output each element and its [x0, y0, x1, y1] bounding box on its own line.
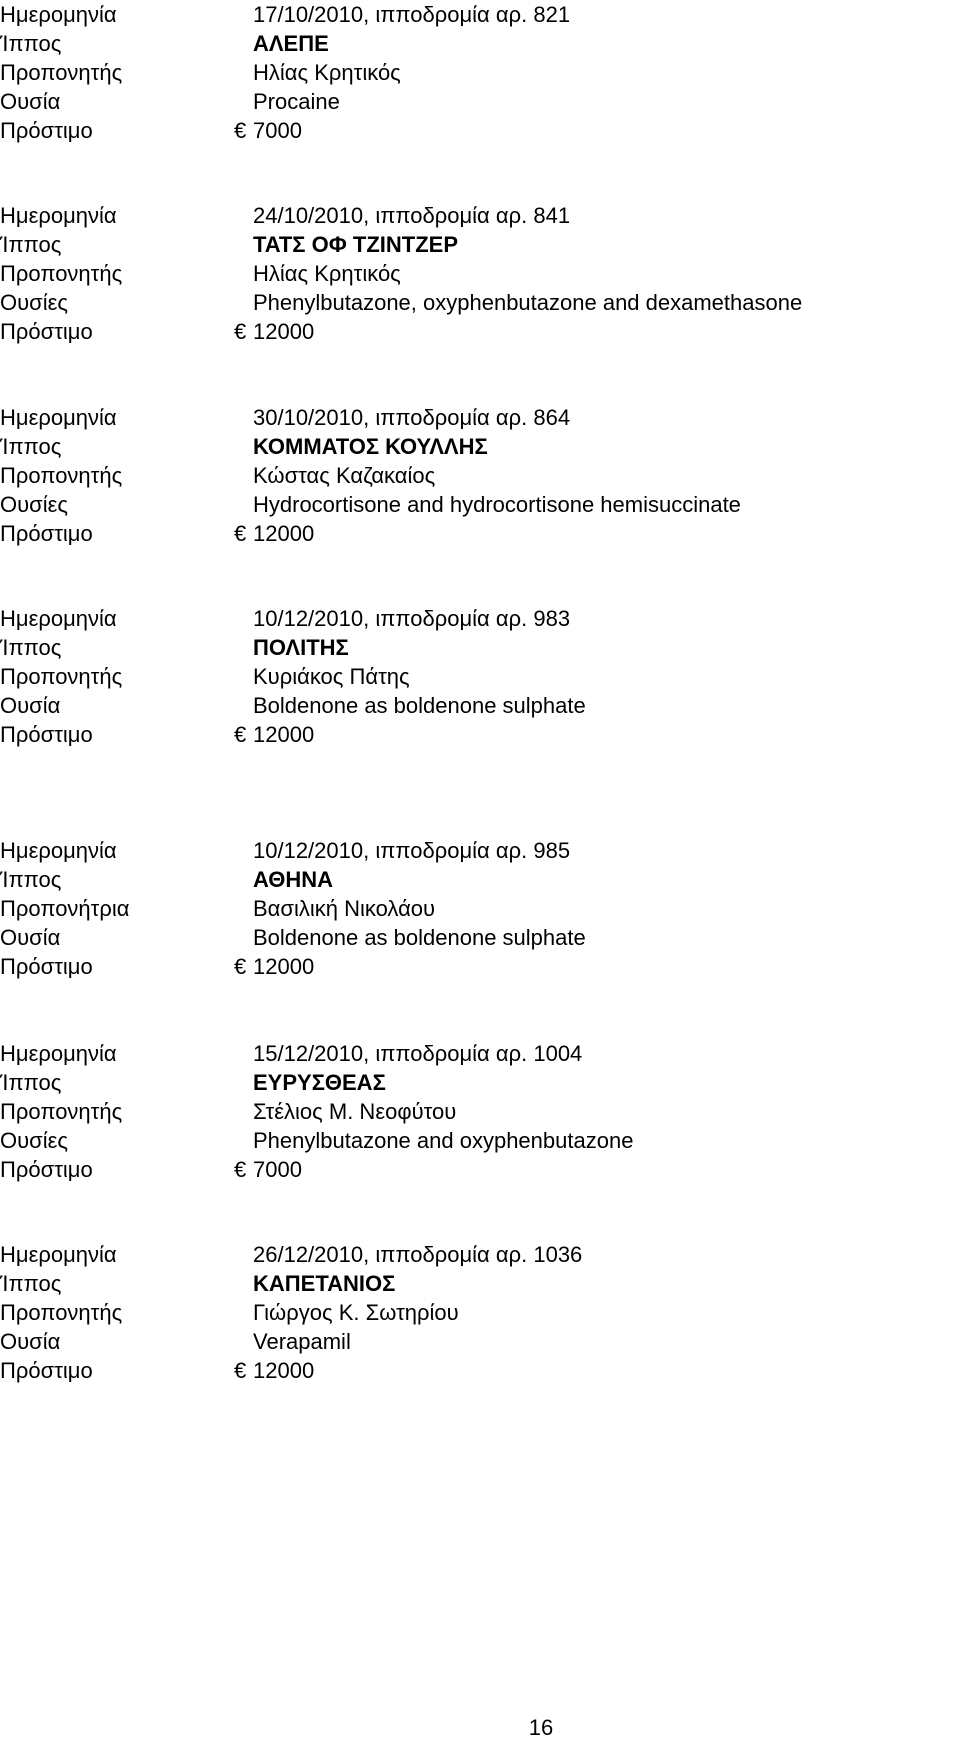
- fine-amount: [234, 1356, 314, 1385]
- date-value: 26/12/2010, ιπποδρομία αρ. 1036: [253, 1242, 583, 1267]
- date-row: [0, 836, 960, 865]
- fine-value: 7000: [253, 118, 302, 143]
- date-value: 10/12/2010, ιπποδρομία αρ. 983: [253, 606, 571, 631]
- date-label: Ημερομηνία: [0, 1041, 117, 1066]
- horse-label: Ίππος: [0, 1070, 62, 1095]
- horse-value: ΕΥΡΥΣΘΕΑΣ: [253, 1070, 386, 1095]
- horse-label: Ίππος: [0, 434, 62, 459]
- record-2: [0, 201, 960, 346]
- trainer-label: Προπονητής: [0, 463, 123, 488]
- date-row: [0, 403, 960, 432]
- page-number: [0, 1713, 960, 1743]
- substance-label: Ουσία: [0, 925, 61, 950]
- horse-label: Ίππος: [0, 31, 62, 56]
- substance-value: Hydrocortisone and hydrocortisone hemisuccinate: [253, 492, 741, 517]
- substance-row: [0, 1126, 960, 1155]
- fine-row: [0, 116, 960, 145]
- horse-label: Ίππος: [0, 1271, 62, 1296]
- substance-row: [0, 87, 960, 116]
- horse-label: Ίππος: [0, 635, 62, 660]
- fine-value: 12000: [253, 954, 315, 979]
- date-row: [0, 1240, 960, 1269]
- record-7: [0, 1240, 960, 1385]
- record-1: [0, 0, 960, 145]
- trainer-value: Βασιλική Νικολάου: [253, 896, 436, 921]
- fine-amount: [234, 952, 314, 981]
- record-3: [0, 403, 960, 548]
- substance-row: [0, 923, 960, 952]
- horse-value: ΚΟΜΜΑΤΟΣ ΚΟΥΛΛΗΣ: [253, 434, 488, 459]
- date-value: 10/12/2010, ιπποδρομία αρ. 985: [253, 838, 571, 863]
- fine-row: [0, 317, 960, 346]
- trainer-label: Προπονητής: [0, 1300, 123, 1325]
- substance-row: [0, 1327, 960, 1356]
- horse-row: [0, 1269, 960, 1298]
- euro-icon: €: [234, 118, 247, 143]
- horse-value: ΚΑΠΕΤΑΝΙΟΣ: [253, 1271, 396, 1296]
- trainer-row: [0, 894, 960, 923]
- fine-amount: [234, 1155, 302, 1184]
- trainer-value: Ηλίας Κρητικός: [253, 60, 401, 85]
- horse-label: Ίππος: [0, 232, 62, 257]
- date-label: Ημερομηνία: [0, 838, 117, 863]
- date-label: Ημερομηνία: [0, 1242, 117, 1267]
- fine-row: [0, 720, 960, 749]
- horse-row: [0, 29, 960, 58]
- date-label: Ημερομηνία: [0, 2, 117, 27]
- horse-row: [0, 633, 960, 662]
- trainer-value: Στέλιος Μ. Νεοφύτου: [253, 1099, 457, 1124]
- date-row: [0, 0, 960, 29]
- date-label: Ημερομηνία: [0, 405, 117, 430]
- fine-row: [0, 1155, 960, 1184]
- fine-value: 12000: [253, 1358, 315, 1383]
- horse-row: [0, 432, 960, 461]
- euro-icon: €: [234, 954, 247, 979]
- substance-label: Ουσίες: [0, 492, 69, 517]
- fine-value: 12000: [253, 722, 315, 747]
- horse-row: [0, 1068, 960, 1097]
- euro-icon: €: [234, 1358, 247, 1383]
- fine-value: 7000: [253, 1157, 302, 1182]
- fine-label: Πρόστιμο: [0, 118, 93, 143]
- horse-value: ΤΑΤΣ ΟΦ ΤΖΙΝΤΖΕΡ: [253, 232, 459, 257]
- trainer-value: Γιώργος Κ. Σωτηρίου: [253, 1300, 459, 1325]
- fine-row: [0, 952, 960, 981]
- substance-value: Boldenone as boldenone sulphate: [253, 693, 586, 718]
- trainer-row: [0, 461, 960, 490]
- substance-label: Ουσίες: [0, 1128, 69, 1153]
- substance-value: Phenylbutazone, oxyphenbutazone and dexamethasone: [253, 290, 803, 315]
- substance-value: Verapamil: [253, 1329, 351, 1354]
- horse-row: [0, 865, 960, 894]
- substance-value: Procaine: [253, 89, 340, 114]
- trainer-row: [0, 259, 960, 288]
- substance-row: [0, 490, 960, 519]
- date-row: [0, 1039, 960, 1068]
- substance-row: [0, 691, 960, 720]
- horse-label: Ίππος: [0, 867, 62, 892]
- euro-icon: €: [234, 1157, 247, 1182]
- euro-icon: €: [234, 521, 247, 546]
- fine-value: 12000: [253, 319, 315, 344]
- substance-label: Ουσία: [0, 693, 61, 718]
- trainer-label: Προπονητής: [0, 60, 123, 85]
- fine-label: Πρόστιμο: [0, 954, 93, 979]
- substance-value: Phenylbutazone and oxyphenbutazone: [253, 1128, 634, 1153]
- substance-row: [0, 288, 960, 317]
- fine-label: Πρόστιμο: [0, 319, 93, 344]
- substance-label: Ουσία: [0, 89, 61, 114]
- horse-value: ΑΛΕΠΕ: [253, 31, 329, 56]
- date-value: 24/10/2010, ιπποδρομία αρ. 841: [253, 203, 571, 228]
- trainer-value: Ηλίας Κρητικός: [253, 261, 401, 286]
- substance-label: Ουσία: [0, 1329, 61, 1354]
- trainer-row: [0, 58, 960, 87]
- trainer-label: Προπονητής: [0, 261, 123, 286]
- date-value: 17/10/2010, ιπποδρομία αρ. 821: [253, 2, 571, 27]
- horse-value: ΑΘΗΝΑ: [253, 867, 334, 892]
- date-value: 30/10/2010, ιπποδρομία αρ. 864: [253, 405, 571, 430]
- fine-amount: [234, 720, 314, 749]
- trainer-value: Κώστας Καζακαίος: [253, 463, 436, 488]
- trainer-row: [0, 1298, 960, 1327]
- fine-label: Πρόστιμο: [0, 722, 93, 747]
- euro-icon: €: [234, 319, 247, 344]
- horse-row: [0, 230, 960, 259]
- fine-value: 12000: [253, 521, 315, 546]
- trainer-label: Προπονητής: [0, 1099, 123, 1124]
- euro-icon: €: [234, 722, 247, 747]
- fine-amount: [234, 116, 302, 145]
- record-4: [0, 604, 960, 749]
- date-label: Ημερομηνία: [0, 606, 117, 631]
- horse-value: ΠΟΛΙΤΗΣ: [253, 635, 349, 660]
- trainer-label: Προπονητής: [0, 664, 123, 689]
- date-label: Ημερομηνία: [0, 203, 117, 228]
- substance-value: Boldenone as boldenone sulphate: [253, 925, 586, 950]
- record-6: [0, 1039, 960, 1184]
- trainer-row: [0, 662, 960, 691]
- trainer-label: Προπονήτρια: [0, 896, 130, 921]
- fine-row: [0, 1356, 960, 1385]
- date-row: [0, 201, 960, 230]
- fine-label: Πρόστιμο: [0, 1157, 93, 1182]
- fine-amount: [234, 519, 314, 548]
- trainer-value: Κυριάκος Πάτης: [253, 664, 410, 689]
- fine-label: Πρόστιμο: [0, 1358, 93, 1383]
- trainer-row: [0, 1097, 960, 1126]
- date-row: [0, 604, 960, 633]
- substance-label: Ουσίες: [0, 290, 69, 315]
- fine-row: [0, 519, 960, 548]
- fine-label: Πρόστιμο: [0, 521, 93, 546]
- page-number-text: 16: [528, 1715, 554, 1740]
- fine-amount: [234, 317, 314, 346]
- date-value: 15/12/2010, ιπποδρομία αρ. 1004: [253, 1041, 583, 1066]
- record-5: [0, 836, 960, 981]
